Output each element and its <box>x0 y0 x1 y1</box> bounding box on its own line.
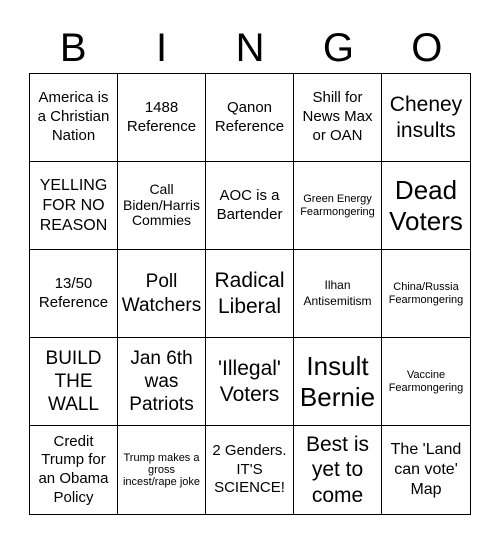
bingo-cell[interactable]: YELLING FOR NO REASON <box>30 162 118 250</box>
bingo-cell[interactable]: Radical Liberal <box>206 250 294 338</box>
bingo-header <box>29 24 471 72</box>
bingo-cell[interactable]: Insult Bernie <box>294 338 382 426</box>
bingo-cell[interactable]: Shill for News Max or OAN <box>294 74 382 162</box>
bingo-cell[interactable]: America is a Christian Nation <box>30 74 118 162</box>
header-letter-g: G <box>322 26 354 70</box>
bingo-cell[interactable]: Call Biden/Harris Commies <box>118 162 206 250</box>
header-letter-b: B <box>59 26 87 70</box>
bingo-cell[interactable]: Dead Voters <box>382 162 470 250</box>
bingo-cell[interactable]: The 'Land can vote' Map <box>390 441 462 498</box>
bingo-cell[interactable]: Trump makes a gross incest/rape joke <box>118 426 206 514</box>
bingo-cell[interactable]: 13/50 Reference <box>30 250 118 338</box>
bingo-cell[interactable]: Qanon Reference <box>206 74 294 162</box>
bingo-cell[interactable]: AOC is a Bartender <box>206 162 294 250</box>
bingo-cell[interactable]: BUILD THE WALL <box>30 338 118 426</box>
bingo-cell[interactable]: Credit Trump for an Obama Policy <box>30 426 118 514</box>
bingo-cell[interactable]: 2 Genders. IT'S SCIENCE! <box>206 426 294 514</box>
bingo-cell[interactable]: Poll Watchers <box>118 250 206 338</box>
header-letter-n: N <box>235 26 265 70</box>
bingo-cell[interactable]: China/Russia Fearmongering <box>382 250 470 338</box>
bingo-cell[interactable]: Best is yet to come <box>294 426 382 514</box>
bingo-board <box>29 73 471 515</box>
header-letter-o: O <box>411 26 443 70</box>
bingo-cell[interactable]: 1488 Reference <box>118 74 206 162</box>
bingo-cell[interactable]: Green Energy Fearmongering <box>294 162 382 250</box>
bingo-cell[interactable]: Jan 6th was Patriots <box>118 338 206 426</box>
bingo-cell[interactable]: Vaccine Fearmongering <box>382 338 470 426</box>
bingo-cell[interactable]: Ilhan Antisemitism <box>294 250 382 338</box>
bingo-cell[interactable]: 'Illegal' Voters <box>206 338 294 426</box>
bingo-cell[interactable]: Cheney insults <box>382 74 470 162</box>
header-letter-i: I <box>156 26 168 70</box>
